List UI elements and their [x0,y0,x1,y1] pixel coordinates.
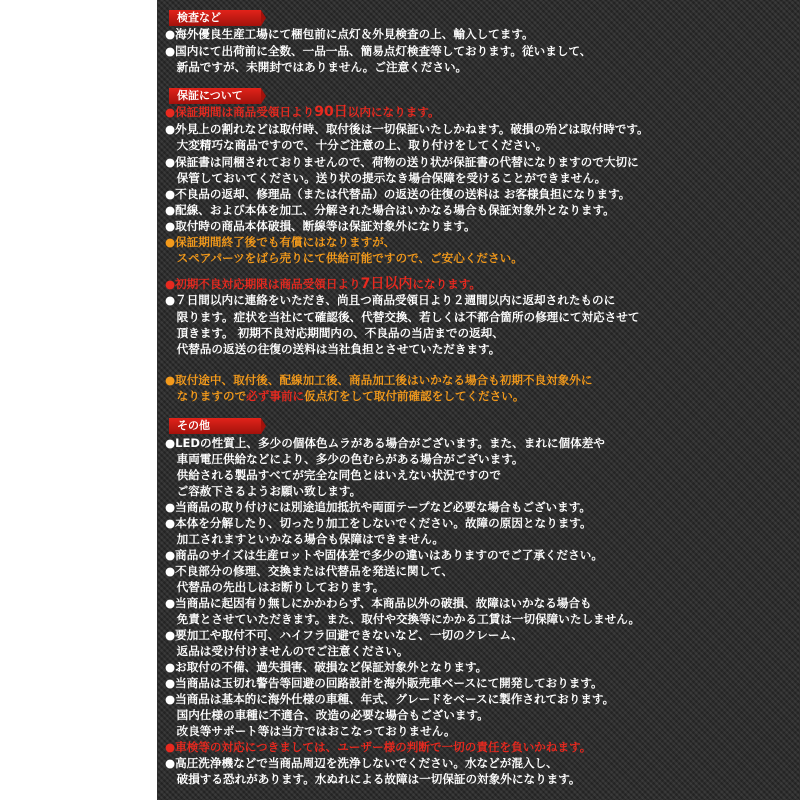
initial-suffix: になります。 [412,277,482,291]
text-line: ●保証書は同梱されておりませんので、荷物の送り状が保証書の代替になりますので大切に [165,155,639,169]
text-line: 改良等サポート等は当方ではおこなっておりません。 [165,724,456,738]
text-line: ●当商品の取り付けには別途追加抵抗や両面テープなど必要な場合もございます。 [165,500,591,514]
section-title: 保証について [177,89,243,102]
text-line: ●要加工や取付不可、ハイフラ回避できないなど、一切のクレーム、 [165,628,523,642]
section-header-other [169,418,265,434]
text-line: ●LEDの性質上、多少の個体色ムラがある場合がございます。また、まれに個体差や [165,436,605,450]
warranty-days: 90日 [314,104,348,120]
initial-defect-line [165,276,795,292]
text-line: ●取付時の商品本体破損、断線等は保証対象外になります。 [165,219,476,233]
note-prefix: なりますので [165,389,247,403]
text-line: ●商品のサイズは生産ロットや固体差で多少の違いはありますのでご了承ください。 [165,548,603,562]
text-line: 代替品の先出しはお断りしております。 [165,580,385,594]
text-line: 新品ですが、未開封ではありません。ご注意ください。 [165,60,468,74]
section-title: その他 [177,419,210,432]
text-line: ●本体を分解したり、切ったり加工をしないでください。故障の原因となります。 [165,516,592,530]
text-line: ●国内にて出荷前に全数、一品一品、簡易点灯検査等しております。従いまして、 [165,44,592,58]
text-line: 返品は受け付けませんのでご注意ください。 [165,644,409,658]
text-line: 頂きます。 初期不良対応期間内の、不良品の当店までの返却、 [165,326,504,340]
text-line: 国内仕様の車種に不適合、改造の必要な場合もございます。 [165,708,489,722]
text-line: 免責とさせていただきます。また、取付や交換等にかかる工賃は一切保障いたしません。 [165,612,641,626]
warning-line: ●車検等の対応につきましては、ユーザー様の判断で一切の責任を負いかねます。 [165,740,592,754]
text-line: 加工されますといかなる場合も保障はできません。 [165,532,444,546]
text-line: ●７日間以内に連絡をいただき、尚且つ商品受領日より２週間以内に返却されたものに [165,293,616,307]
product-notes-panel [157,0,800,800]
text-line: 代替品の返送の往復の送料は当社負担とさせていただきます。 [165,342,501,356]
text-line: ●高圧洗浄機などで当商品周辺を洗浄しないでください。水などが混入し、 [165,756,558,770]
text-line: ●配線、および本体を加工、分解された場合はいかなる場合も保証対象外となります。 [165,203,615,217]
note-line: スペアパーツをばら売りにて供給可能ですので、ご安心ください。 [165,251,523,265]
text-line: ●不良品の返却、修理品（または代替品）の返送の往復の送料は お客様負担になります。 [165,187,631,201]
text-line: 限ります。症状を当社にて確認後、代替交換、若しくは不都合箇所の修理にて対応させて [165,310,640,324]
text-line: 破損する恐れがあります。水ぬれによる故障は一切保証の対象外になります。 [165,772,581,786]
note-line [165,388,795,404]
section-header-warranty [169,88,265,104]
text-line: ●当商品は玉切れ警告等回避の回路設計を海外販売車ベースにて開発しております。 [165,676,603,690]
text-line: ご容赦下さるようお願い致します。 [165,484,362,498]
section-title: 検査など [177,11,221,24]
text-line: 車両電圧供給などにより、多少の色むらがある場合がございます。 [165,452,524,466]
text-line: ●お取付の不備、過失損害、破損など保証対象外となります。 [165,660,488,674]
note-line: ●取付途中、取付後、配線加工後、商品加工後はいかなる場合も初期不良対象外に [165,373,593,387]
text-line: 保管しておいてください。送り状の提示なき場合保障を受けることができません。 [165,171,607,185]
note-suffix: 仮点灯をして取付前確認をしてください。 [304,389,525,403]
text-line: ●当商品に起因有り無しにかかわらず、本商品以外の破損、故障はいかなる場合も [165,596,592,610]
initial-prefix: ●初期不良対応期限は商品受領日より [165,277,361,291]
note-line: ●保証期間終了後でも有償にはなりますが、 [165,235,396,249]
warranty-suffix: 以内になります。 [347,105,440,119]
text-line: ●外見上の割れなどは取付時、取付後は一切保証いたしかねます。破損の殆どは取付時です。 [165,122,649,136]
warranty-period-line [165,104,795,120]
text-line: ●当商品は基本的に海外仕様の車種、年式、グレードをベースに製作されております。 [165,692,615,706]
text-line: 供給される製品すべてが完全な同色とはいえない状況ですので [165,468,501,482]
note-highlight: 必ず事前に [246,389,305,403]
warranty-prefix: ●保証期間は商品受領日より [165,105,315,119]
text-line: ●不良部分の修理、交換または代替品を発送に関して、 [165,564,454,578]
text-line: 大変精巧な商品ですので、十分ご注意の上、取り付けをしてください。 [165,138,548,152]
section-header-inspection [169,10,265,26]
text-line: ●海外優良生産工場にて梱包前に点灯＆外見検査の上、輸入してます。 [165,27,534,41]
initial-days: 7日以内 [360,276,413,292]
